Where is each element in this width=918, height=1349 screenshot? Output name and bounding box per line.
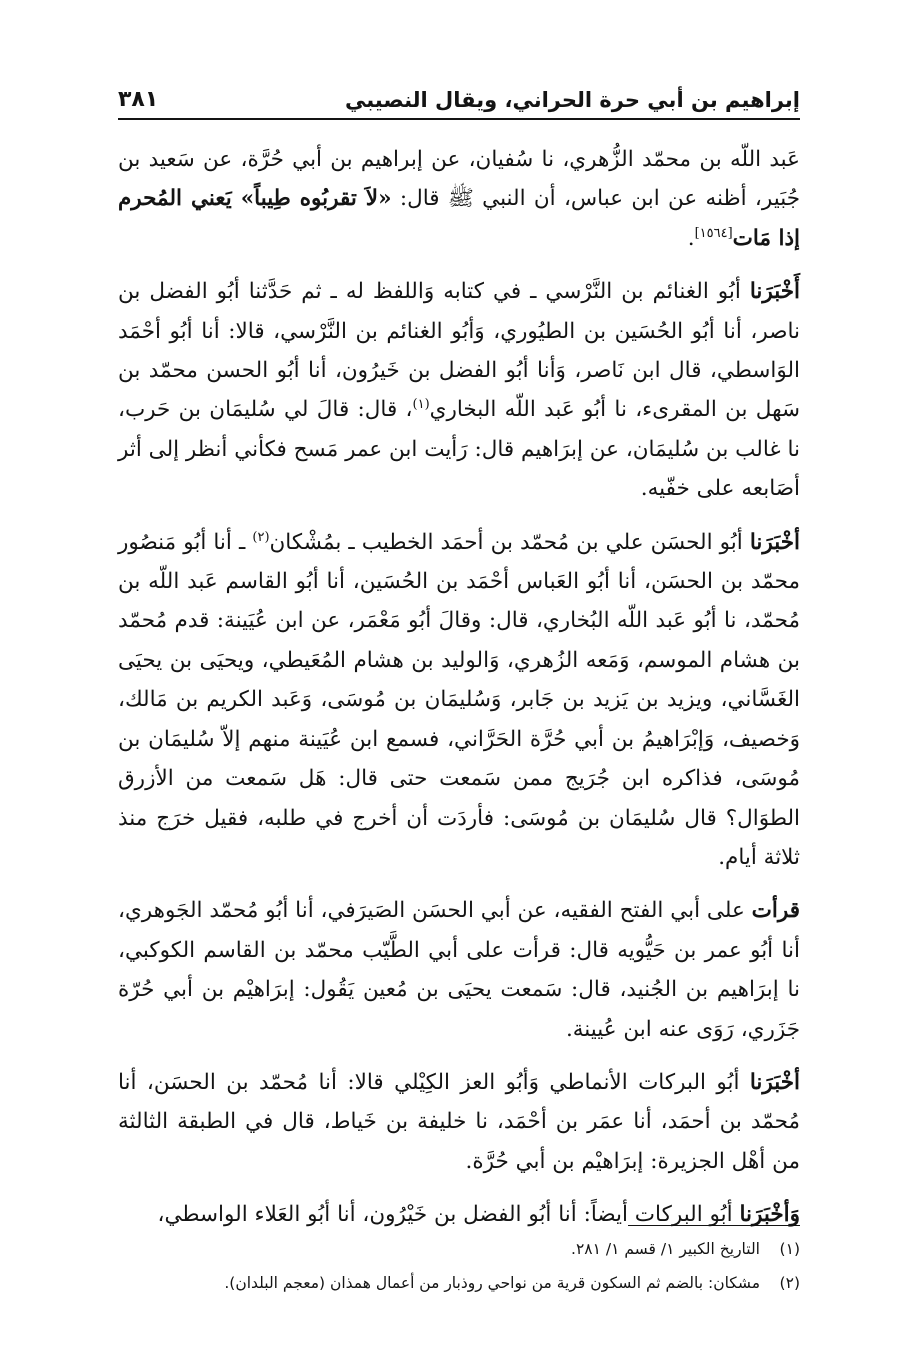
footnote-item — [118, 1232, 800, 1266]
paragraph-lead-word: وَأخْبَرَنا — [739, 1202, 800, 1228]
page-header — [118, 74, 800, 118]
paragraph-3 — [118, 523, 800, 878]
paragraph-lead-word: أخْبَرَنا — [749, 1069, 800, 1095]
body-text — [118, 140, 800, 1249]
paragraph-text: على أبي الفتح الفقيه، عن أبي الحسَن الصَيرَفي، أنا أبُو مُحمّد الجَوهري، أنا أبُو عمر بن حَيُّويه قال: قرأت على أبي الطَّيّب محمّد بن القاسم الكوكبي، نا إبرَاهيم بن الجُنيد، قال: سَمعت يحيَى بن مُعين يَقُول: إبرَاهيْم بن أبي حُرّة جَزَري، رَوَى عنه ابن عُيينة. — [118, 898, 800, 1042]
paragraph-lead-word: أَخْبَرَنا — [749, 279, 801, 305]
footnote-marker-2[interactable]: (٢) — [252, 529, 270, 545]
running-title: إبراهيم بن أبي حرة الحراني، ويقال النصيبي — [344, 88, 800, 112]
footnote-divider — [628, 1225, 800, 1226]
footnotes — [118, 1232, 800, 1300]
paragraph-lead-word: قرأت — [751, 898, 800, 924]
paragraph-6 — [118, 1195, 800, 1234]
paragraph-lead-word: أخْبَرَنا — [749, 529, 800, 555]
header-divider — [118, 118, 800, 120]
hadith-ref-number: [١٥٦٤] — [694, 225, 733, 241]
paragraph-text: عَبد اللّه بن محمّد الزُّهري، نا سُفيان، عن إبراهيم بن أبي حُرَّة، عن سَعيد بن جُبَير، أظنه عن ابن عباس، أن النبي ﷺ قال: — [118, 147, 800, 212]
paragraph-text: أبُو البركات الأنماطي وَأبُو العز الكِيْلي قالا: أنا مُحمّد بن الحسَن، أنا مُحمّد بن أحمَد، أنا عمَر بن أحْمَد، نا خليفة بن خَياط، قال في الطبقة الثالثة من أهْل الجزيرة: إبرَاهيْم بن أبي حُرَّة. — [118, 1069, 800, 1174]
footnote-item — [118, 1266, 800, 1300]
footnote-text: التاريخ الكبير ١/ قسم ١/ ٢٨١. — [571, 1240, 760, 1258]
footnote-number: (٢) — [779, 1274, 800, 1292]
hadith-quote: «لاَ تقربُوه طِيباً» يَعني المُحرم إذا مَات — [118, 186, 800, 251]
paragraph-4 — [118, 891, 800, 1049]
footnote-text: مشكان: بالضم ثم السكون قرية من نواحي روذبار من أعمال همذان (معجم البلدان). — [224, 1274, 760, 1292]
paragraph-text-cont: ، قال: قالَ لي سُليمَان بن حَرب، نا غالب بن سُليمَان، عن إبرَاهيم قال: رَأيت ابن عمر مَسح فكأني أنظر إلى أثر أصَابعه على خفّيه. — [118, 397, 800, 502]
page-number: ٣٨١ — [118, 87, 159, 112]
footnote-number: (١) — [779, 1240, 800, 1258]
paragraph-text-cont: ـ أنا أبُو مَنصُور محمّد بن الحسَن، أنا أبُو العَباس أحْمَد بن الحُسَين، أنا أبُو القاسم عَبد اللّه بن مُحمّد، نا أبُو عَبد اللّه البُخاري، قال: وقالَ أبُو مَعْمَر، عن ابن عُيَينة: قدم مُحمّد بن هشام الموسم، وَمَعه الزُهري، وَالوليد بن هشام المُعَيطي، ويحيَى بن يحيَى الغَسَّاني، ويزيد بن يَزيد بن جَابر، وَسُليمَان بن مُوسَى، وَعَبد الكريم بن مَالك، وَخصيف، وَإبْرَاهيمُ بن أبي حُرَّة الحَرَّاني، فسمع ابن عُيَينة منهم إلاّ سُليمَان بن مُوسَى، فذاكره ابن جُرَيج ممن سَمعت حتى قال: هَل سَمعت من الأزرق الطوَال؟ قال سُليمَان بن مُوسَى: فأردَت أن أخرج في طلبه، فقيل خرَج منذ ثلاثة أيام. — [118, 529, 800, 870]
paragraph-1: عَبد اللّه بن محمّد الزُّهري، نا سُفيان، عن إبراهيم بن أبي حُرَّة، عن سَعيد بن جُبَير، أظنه عن ابن عباس، أن النبي ﷺ قال: «لاَ تقربُوه طِيباً» يَعني المُحرم إذا مَات[١٥٦٤]. — [118, 147, 800, 251]
paragraph-text: أبُو الغنائم بن النَّرْسي ـ في كتابه وَاللفظ له ـ ثم حَدَّثنا أبُو الفضل بن ناصر، أنا أبُو الحُسَين بن الطيُوري، وَأبُو الغنائم بن النَّرْسي، قالا: أنا أبُو أحْمَد الوَاسطي، قال ابن نَاصر، وَأنا أبُو الفضل بن خَيرُون، أنا أبُو الحسن محمّد بن سَهل بن المقرىء، نا أبُو عَبد اللّه البخاري — [118, 279, 800, 423]
paragraph-text: أبُو الحسَن علي بن مُحمّد بن أحمَد الخطيب ـ بمُشْكان — [269, 529, 743, 555]
paragraph-2 — [118, 272, 800, 508]
footnote-marker-1[interactable]: (١) — [412, 397, 430, 413]
paragraph-text: أبُو البركات أيضاً: أنا أبُو الفضل بن خَيْرُون، أنا أبُو العَلاء الواسطي، — [157, 1202, 733, 1228]
paragraph-5 — [118, 1063, 800, 1181]
